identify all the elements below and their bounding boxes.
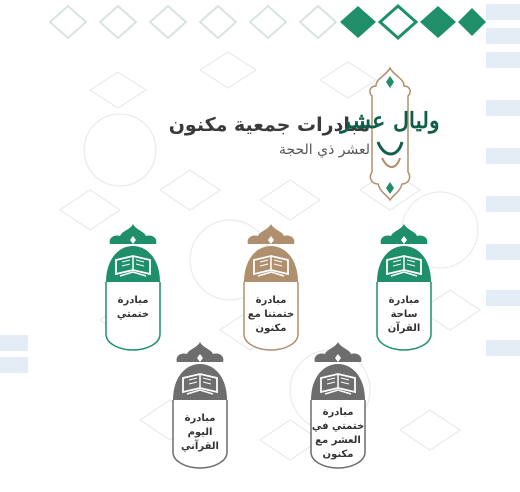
card-label [375,294,433,336]
initiative-card [167,340,233,470]
card-label-line: مكنون [322,449,354,460]
card-label-line: القرآني [181,441,219,452]
card-label-line: مكنون [255,323,287,334]
card-label [242,294,300,336]
emblem-logo [340,62,440,202]
card-label-line: ختمتي في [311,421,365,432]
card-label-line: ساحة [390,309,418,320]
card-label-line: مبادرة [388,295,420,306]
card-label-line: ختمتنا مع [247,309,295,320]
page-subtitle: لعشر ذي الحجة [278,142,370,158]
emblem-calligraphy: وليال عشر [340,108,440,134]
card-label-line: ختمتي [116,309,150,320]
card-frame [100,222,166,352]
initiative-card [371,222,437,352]
card-label-line: مبادرة [184,413,216,424]
card-label-line: العشر مع [315,435,361,446]
card-label-line: مبادرة [322,407,354,418]
initiative-card [100,222,166,352]
initiative-card [305,340,371,470]
card-label-line: القرآن [387,323,421,334]
initiative-card [238,222,304,352]
page-title: مبادرات جمعية مكنون [168,114,370,136]
card-label-line: مبادرة [117,295,149,306]
right-edge-overlay [480,0,520,380]
card-label [171,412,229,454]
left-edge-overlay [0,335,30,375]
card-label-line: اليوم [187,427,213,438]
card-label [104,294,162,322]
card-label [309,406,367,462]
card-label-line: مبادرة [255,295,287,306]
top-border-ornament [50,6,486,38]
